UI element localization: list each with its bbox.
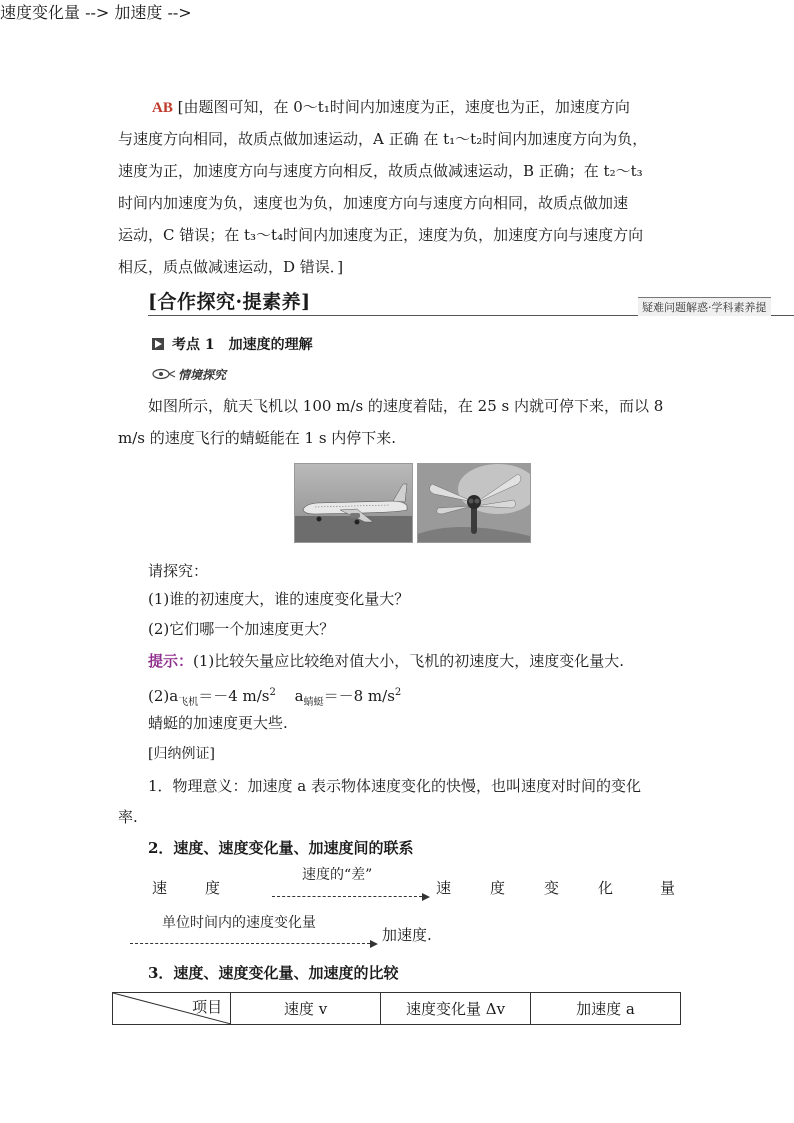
keypoint-label: 考点 1 加速度的理解	[172, 337, 313, 353]
answer-label: AB	[152, 100, 173, 116]
question-2: (2)它们哪一个加速度更大？	[148, 620, 335, 638]
flow-word-2: 度	[205, 879, 221, 897]
table-header-velocity: 速度 v	[231, 993, 381, 1025]
flow-result: 加速度.	[382, 926, 432, 944]
answer-line-1	[118, 91, 676, 124]
scenario-icon	[152, 368, 176, 380]
flow-word-5: 变	[544, 879, 560, 897]
table-header-item-label: 项目	[192, 998, 223, 1016]
summary-point-1a: 1．物理意义：加速度 a 表示物体速度变化的快慢，也叫速度对时间的变化	[148, 777, 642, 795]
hint-text-1: (1)比较矢量应比较绝对值大小，飞机的初速度大，速度变化量大.	[193, 652, 625, 670]
scenario-text-2: m/s 的速度飞行的蜻蜓能在 1 s 内停下来.	[118, 429, 397, 447]
hint-formula-c: a	[294, 687, 304, 705]
play-triangle-icon	[152, 338, 164, 350]
summary-heading: [归纳例证]	[148, 746, 215, 762]
flow-label-difference: 速度的“差”	[302, 867, 373, 883]
hint-line-3: 蜻蜓的加速度更大些.	[148, 714, 288, 732]
hint-label: 提示：	[148, 652, 194, 670]
flow-arrow-1	[272, 886, 430, 905]
questions-intro: 请探究：	[148, 562, 209, 580]
answer-text-1: [由题图可知，在 0～t₁时间内加速度为正，速度也为正，加速度方向	[177, 98, 630, 116]
hint-sub-plane: 飞机	[178, 697, 199, 708]
summary-point-1b: 率.	[118, 808, 138, 826]
keypoint-heading	[152, 334, 313, 354]
flow-label-per-time: 单位时间内的速度变化量	[162, 915, 316, 931]
table-header-velocity-change: 速度变化量 Δv	[381, 993, 531, 1025]
hint-sub-dragonfly: 蜻蜓	[303, 697, 324, 708]
flow-word-3: 速	[436, 879, 452, 897]
answer-line-2: 与速度方向相同，故质点做加速运动，A 正确 在 t₁～t₂时间内加速度方向为负，	[118, 130, 648, 148]
table-header-item	[113, 993, 231, 1025]
flow-word-6: 化	[598, 879, 614, 897]
hint-formula-d: ＝－8 m/s	[323, 687, 395, 705]
table-header-acceleration: 加速度 a	[531, 993, 681, 1025]
airplane-photo	[294, 463, 413, 543]
answer-line-5: 运动，C 错误；在 t₃～t₄时间内加速度为正，速度为负，加速度方向与速度方向	[118, 226, 644, 244]
table-header-row	[113, 993, 681, 1025]
scenario-heading	[152, 366, 226, 383]
scenario-text-1: 如图所示，航天飞机以 100 m/s 的速度着陆，在 25 s 内就可停下来，而以 8	[148, 397, 664, 415]
flow-word-4: 度	[490, 879, 506, 897]
flow-arrow-2	[130, 933, 378, 952]
section-tag: 疑难问题解惑·学科素养提	[638, 297, 771, 316]
hint-formula-a: (2)a	[148, 687, 179, 705]
answer-line-4: 时间内加速度为负，速度也为负，加速度方向与速度方向相同，故质点做加速	[118, 194, 629, 212]
summary-point-2: 2．速度、速度变化量、加速度间的联系	[148, 839, 414, 857]
hint-sup-1: 2	[269, 687, 276, 698]
flow-word-7: 量	[660, 879, 676, 897]
flow-word-1: 速	[152, 879, 168, 897]
answer-line-3: 速度为正，加速度方向与速度方向相反，故质点做减速运动，B 正确；在 t₂～t₃	[118, 162, 643, 180]
answer-line-6: 相反，质点做减速运动，D 错误．]	[118, 258, 344, 276]
question-1: (1)谁的初速度大，谁的速度变化量大？	[148, 590, 410, 608]
comparison-table	[112, 992, 681, 1025]
hint-formula-b: ＝－4 m/s	[198, 687, 270, 705]
dragonfly-photo	[417, 463, 531, 543]
hint-line-1	[148, 645, 688, 677]
section-title: [合作探究·提素养]	[148, 291, 311, 313]
hint-sup-2: 2	[394, 687, 402, 698]
scenario-label: 情境探究	[178, 368, 227, 382]
summary-point-3: 3．速度、速度变化量、加速度的比较	[148, 964, 399, 982]
